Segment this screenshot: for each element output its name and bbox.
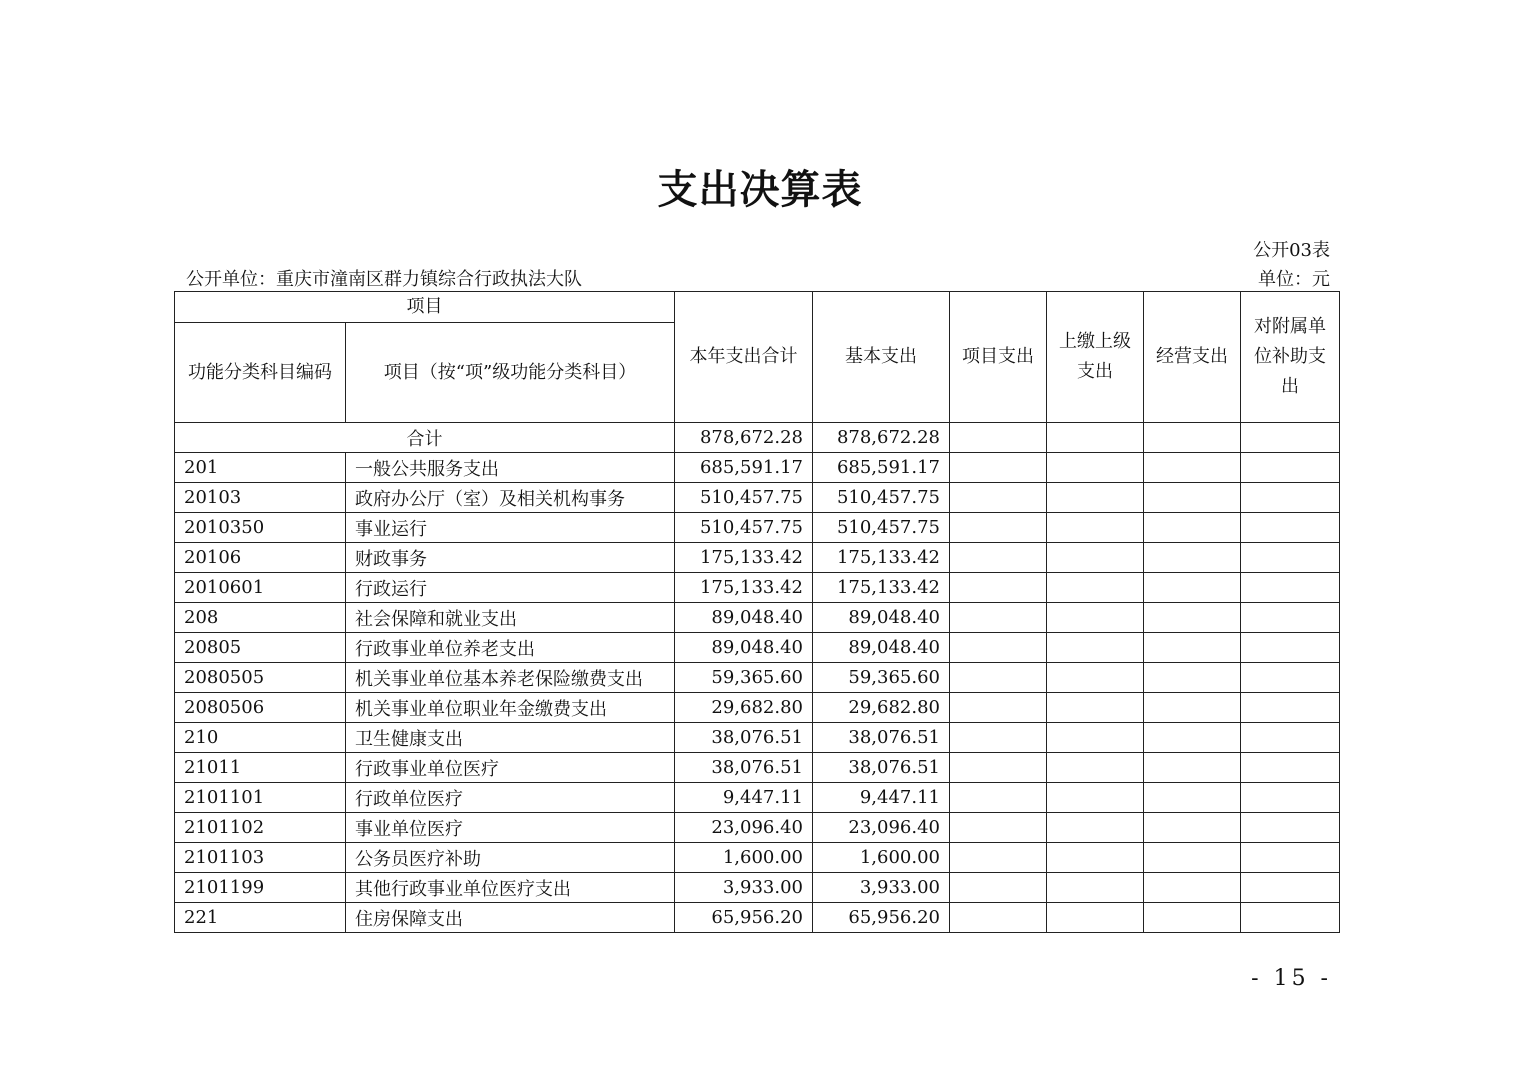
row-name: 卫生健康支出	[346, 723, 675, 753]
row-basic: 29,682.80	[813, 693, 950, 723]
table-row	[175, 573, 1340, 603]
empty-cell	[1144, 543, 1241, 573]
row-code: 208	[175, 603, 346, 633]
empty-cell	[1047, 603, 1144, 633]
table-row	[175, 813, 1340, 843]
row-name: 公务员医疗补助	[346, 843, 675, 873]
table-row	[175, 783, 1340, 813]
empty-cell	[1144, 873, 1241, 903]
row-total: 29,682.80	[675, 693, 813, 723]
empty-cell	[1047, 873, 1144, 903]
row-total: 23,096.40	[675, 813, 813, 843]
empty-cell	[1144, 723, 1241, 753]
row-code: 201	[175, 453, 346, 483]
row-code: 2101102	[175, 813, 346, 843]
empty-cell	[950, 573, 1047, 603]
row-name: 事业运行	[346, 513, 675, 543]
document-title: 支出决算表	[657, 166, 863, 213]
empty-cell	[1241, 663, 1340, 693]
row-name: 机关事业单位基本养老保险缴费支出	[346, 663, 675, 693]
row-name: 一般公共服务支出	[346, 453, 675, 483]
row-name: 行政单位医疗	[346, 783, 675, 813]
table-row	[175, 483, 1340, 513]
row-basic: 175,133.42	[813, 573, 950, 603]
empty-cell	[1047, 423, 1144, 453]
row-total: 1,600.00	[675, 843, 813, 873]
currency-unit: 单位：元	[1258, 269, 1330, 290]
expenditure-table	[174, 291, 1340, 933]
header-row	[175, 292, 1340, 323]
row-code: 20103	[175, 483, 346, 513]
empty-cell	[1144, 693, 1241, 723]
empty-cell	[1144, 843, 1241, 873]
row-code: 210	[175, 723, 346, 753]
header-name: 项目（按“项”级功能分类科目）	[346, 323, 675, 423]
empty-cell	[950, 903, 1047, 933]
empty-cell	[950, 693, 1047, 723]
row-name: 财政事务	[346, 543, 675, 573]
empty-cell	[1241, 423, 1340, 453]
empty-cell	[950, 843, 1047, 873]
table-row	[175, 873, 1340, 903]
empty-cell	[950, 723, 1047, 753]
row-total: 38,076.51	[675, 723, 813, 753]
empty-cell	[1241, 843, 1340, 873]
empty-cell	[1144, 753, 1241, 783]
table-row	[175, 753, 1340, 783]
row-basic: 1,600.00	[813, 843, 950, 873]
header-basic: 基本支出	[813, 292, 950, 423]
empty-cell	[1241, 693, 1340, 723]
org-label: 公开单位：重庆市潼南区群力镇综合行政执法大队	[186, 269, 582, 290]
header-upper-payment: 上缴上级支出	[1047, 292, 1144, 423]
empty-cell	[1047, 753, 1144, 783]
empty-cell	[950, 813, 1047, 843]
empty-cell	[1241, 903, 1340, 933]
row-code: 2101103	[175, 843, 346, 873]
empty-cell	[950, 633, 1047, 663]
row-code: 21011	[175, 753, 346, 783]
row-name: 行政运行	[346, 573, 675, 603]
row-basic: 38,076.51	[813, 723, 950, 753]
row-basic: 89,048.40	[813, 603, 950, 633]
row-name: 机关事业单位职业年金缴费支出	[346, 693, 675, 723]
row-code: 2101101	[175, 783, 346, 813]
table-row	[175, 513, 1340, 543]
empty-cell	[1047, 783, 1144, 813]
empty-cell	[1144, 903, 1241, 933]
empty-cell	[1144, 513, 1241, 543]
row-basic: 3,933.00	[813, 873, 950, 903]
table-row	[175, 693, 1340, 723]
row-total: 175,133.42	[675, 573, 813, 603]
empty-cell	[950, 543, 1047, 573]
empty-cell	[950, 603, 1047, 633]
empty-cell	[1047, 903, 1144, 933]
row-code: 2101199	[175, 873, 346, 903]
row-name: 行政事业单位医疗	[346, 753, 675, 783]
row-name: 政府办公厅（室）及相关机构事务	[346, 483, 675, 513]
row-basic: 65,956.20	[813, 903, 950, 933]
row-total: 59,365.60	[675, 663, 813, 693]
row-code: 2010350	[175, 513, 346, 543]
header-code: 功能分类科目编码	[175, 323, 346, 423]
empty-cell	[950, 753, 1047, 783]
empty-cell	[1047, 663, 1144, 693]
empty-cell	[1241, 873, 1340, 903]
row-basic: 510,457.75	[813, 483, 950, 513]
row-code: 20805	[175, 633, 346, 663]
total-row	[175, 423, 1340, 453]
row-name: 事业单位医疗	[346, 813, 675, 843]
empty-cell	[1144, 633, 1241, 663]
row-name: 社会保障和就业支出	[346, 603, 675, 633]
empty-cell	[1047, 513, 1144, 543]
empty-cell	[1241, 483, 1340, 513]
empty-cell	[1241, 453, 1340, 483]
header-subsidy: 对附属单位补助支出	[1241, 292, 1340, 423]
empty-cell	[950, 453, 1047, 483]
empty-cell	[1144, 783, 1241, 813]
empty-cell	[1241, 633, 1340, 663]
empty-cell	[1241, 723, 1340, 753]
empty-cell	[1241, 573, 1340, 603]
data-rows	[175, 453, 1340, 933]
empty-cell	[1144, 663, 1241, 693]
row-code: 2080505	[175, 663, 346, 693]
total-label: 合计	[175, 423, 675, 453]
row-code: 20106	[175, 543, 346, 573]
row-basic: 685,591.17	[813, 453, 950, 483]
total-amount: 878,672.28	[675, 423, 813, 453]
row-basic: 9,447.11	[813, 783, 950, 813]
empty-cell	[1144, 813, 1241, 843]
empty-cell	[1241, 513, 1340, 543]
row-basic: 89,048.40	[813, 633, 950, 663]
row-total: 9,447.11	[675, 783, 813, 813]
row-code: 2010601	[175, 573, 346, 603]
row-total: 38,076.51	[675, 753, 813, 783]
table-row	[175, 603, 1340, 633]
table-row	[175, 903, 1340, 933]
row-name: 住房保障支出	[346, 903, 675, 933]
row-code: 2080506	[175, 693, 346, 723]
row-basic: 510,457.75	[813, 513, 950, 543]
table-row	[175, 633, 1340, 663]
empty-cell	[950, 663, 1047, 693]
empty-cell	[1144, 603, 1241, 633]
empty-cell	[1144, 423, 1241, 453]
empty-cell	[1047, 573, 1144, 603]
empty-cell	[1047, 813, 1144, 843]
empty-cell	[950, 483, 1047, 513]
table-row	[175, 723, 1340, 753]
row-total: 3,933.00	[675, 873, 813, 903]
empty-cell	[1241, 543, 1340, 573]
empty-cell	[950, 873, 1047, 903]
empty-cell	[950, 423, 1047, 453]
empty-cell	[1241, 783, 1340, 813]
header-project: 项目	[175, 292, 675, 323]
total-basic: 878,672.28	[813, 423, 950, 453]
table-row	[175, 663, 1340, 693]
row-total: 685,591.17	[675, 453, 813, 483]
empty-cell	[1144, 483, 1241, 513]
row-total: 89,048.40	[675, 633, 813, 663]
empty-cell	[1047, 543, 1144, 573]
empty-cell	[1047, 843, 1144, 873]
row-basic: 23,096.40	[813, 813, 950, 843]
row-total: 175,133.42	[675, 543, 813, 573]
row-total: 89,048.40	[675, 603, 813, 633]
row-basic: 38,076.51	[813, 753, 950, 783]
header-project-expenditure: 项目支出	[950, 292, 1047, 423]
page-number: - 15 -	[1251, 966, 1332, 991]
row-name: 其他行政事业单位医疗支出	[346, 873, 675, 903]
empty-cell	[1047, 453, 1144, 483]
row-basic: 59,365.60	[813, 663, 950, 693]
row-code: 221	[175, 903, 346, 933]
row-total: 510,457.75	[675, 483, 813, 513]
table-row	[175, 453, 1340, 483]
empty-cell	[1241, 603, 1340, 633]
table-row	[175, 543, 1340, 573]
empty-cell	[950, 513, 1047, 543]
empty-cell	[1047, 723, 1144, 753]
empty-cell	[950, 783, 1047, 813]
header-business: 经营支出	[1144, 292, 1241, 423]
form-number: 公开03表	[1253, 240, 1330, 261]
empty-cell	[1144, 573, 1241, 603]
empty-cell	[1047, 693, 1144, 723]
empty-cell	[1047, 483, 1144, 513]
empty-cell	[1144, 453, 1241, 483]
row-basic: 175,133.42	[813, 543, 950, 573]
row-total: 510,457.75	[675, 513, 813, 543]
table-row	[175, 843, 1340, 873]
row-name: 行政事业单位养老支出	[346, 633, 675, 663]
empty-cell	[1047, 633, 1144, 663]
empty-cell	[1241, 753, 1340, 783]
header-total: 本年支出合计	[675, 292, 813, 423]
row-total: 65,956.20	[675, 903, 813, 933]
empty-cell	[1241, 813, 1340, 843]
